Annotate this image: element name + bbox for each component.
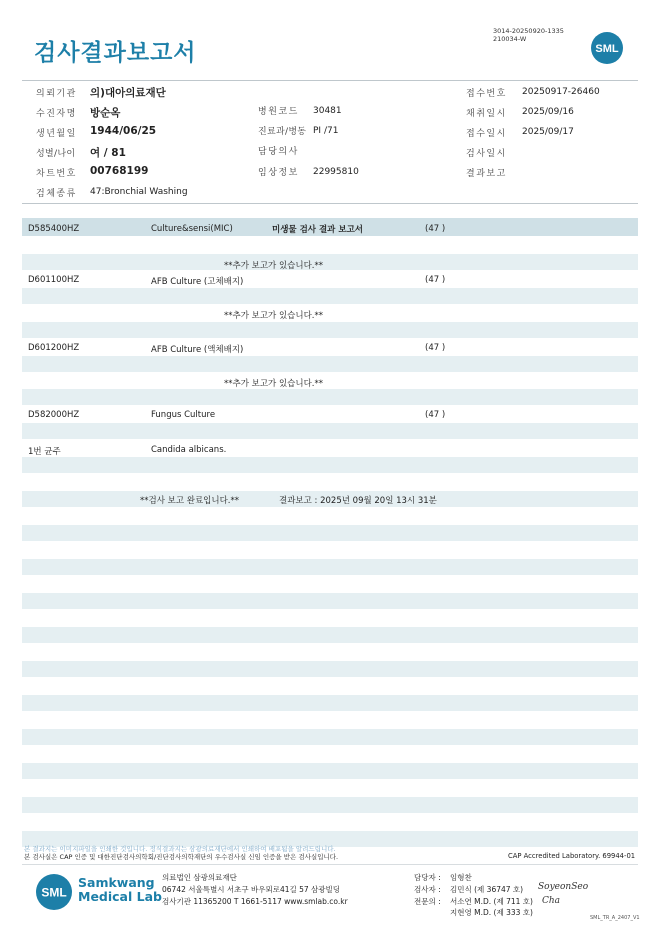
result-section-title: 미생물 검사 결과 보고서 (272, 225, 363, 235)
info-label-patient-name: 수진자명 (36, 109, 77, 119)
form-version: SML_TR_A_2407_V1 (590, 915, 640, 921)
sml-logo (590, 31, 624, 65)
result-specimen: (47 ) (425, 343, 446, 353)
result-band (22, 695, 638, 711)
info-value-patient-name: 방순옥 (90, 107, 121, 119)
info-value-clinical-info: 22995810 (313, 167, 359, 177)
signature-2: Cha (542, 896, 561, 906)
info-value-collection-date: 2025/09/16 (522, 107, 574, 117)
result-band (22, 322, 638, 338)
info-label-birthdate: 생년월일 (36, 129, 77, 139)
info-label-department: 진료과/병동 (258, 127, 307, 137)
info-label-chart-number: 차트번호 (36, 169, 77, 179)
report-complete-note: **검사 보고 완료입니다.** (140, 496, 240, 506)
result-band (22, 627, 638, 643)
result-band (22, 254, 638, 270)
info-label-doctor: 담당의사 (258, 147, 299, 157)
result-band (22, 288, 638, 304)
document-id: 3014-20250920-1335 210034-W (493, 27, 564, 43)
info-label-receipt-date: 접수일시 (466, 129, 507, 139)
result-band (22, 423, 638, 439)
cap-accreditation: CAP Accredited Laboratory. 69944-01 (508, 852, 636, 860)
staff-name: 임형찬 (450, 873, 472, 882)
staff-role: 담당자 : (414, 873, 441, 882)
result-band (22, 559, 638, 575)
info-label-specimen-type: 검체종류 (36, 189, 77, 199)
result-band (22, 389, 638, 405)
info-label-receipt-number: 접수번호 (466, 89, 507, 99)
result-note: **추가 보고가 있습니다.** (224, 261, 324, 271)
info-value-specimen-type: 47:Bronchial Washing (90, 187, 188, 197)
info-label-report-date: 결과보고 (466, 169, 507, 179)
result-band (22, 661, 638, 677)
result-test-name: Culture&sensi(MIC) (151, 224, 233, 234)
page-title: 검사결과보고서 (34, 40, 197, 66)
brand-name: Samkwang Medical Lab (78, 875, 162, 904)
footer-print-notice: 본 결과지는 이미지파일을 인쇄한 것입니다. 정식결과지는 삼광의료재단에서 인쇄하여 배포됨을 알려드립니다. (24, 845, 336, 853)
result-code: D601100HZ (28, 275, 80, 285)
result-code: D582000HZ (28, 410, 80, 420)
info-label-collection-date: 채취일시 (466, 109, 507, 119)
info-value-receipt-date: 2025/09/17 (522, 127, 574, 137)
isolate-label: 1번 균주 (28, 447, 61, 457)
result-band (22, 525, 638, 541)
report-timestamp: 결과보고 : 2025년 09월 20일 13시 31분 (279, 496, 437, 506)
result-test-name: Fungus Culture (151, 410, 216, 420)
result-note: **추가 보고가 있습니다.** (224, 379, 324, 389)
info-value-chart-number: 00768199 (90, 165, 149, 177)
result-note: **추가 보고가 있습니다.** (224, 311, 324, 321)
info-label-requester: 의뢰기관 (36, 89, 77, 99)
sml-logo-text: SML (595, 43, 619, 55)
result-specimen: (47 ) (425, 410, 446, 420)
info-value-department: PI /71 (313, 126, 339, 136)
org-name: 의료법인 삼광의료재단 (162, 873, 237, 882)
result-band (22, 457, 638, 473)
info-label-sex-age: 성별/나이 (36, 149, 76, 159)
info-value-sex-age: 여 / 81 (90, 147, 126, 159)
staff-role: 전문의 : (414, 897, 441, 906)
samkwang-logo-text: SML (41, 885, 67, 900)
footer-rule (22, 864, 638, 865)
org-contact: 검사기관 11365200 T 1661-5117 www.smlab.co.kr (162, 897, 348, 906)
staff-name: 지현영 M.D. (제 333 호) (450, 908, 533, 917)
info-label-hospital-code: 병원코드 (258, 107, 299, 117)
result-band (22, 797, 638, 813)
result-code: D601200HZ (28, 343, 80, 353)
info-value-birthdate: 1944/06/25 (90, 125, 157, 137)
result-band (22, 356, 638, 372)
result-test-name: AFB Culture (액체배지) (151, 345, 244, 355)
info-value-receipt-number: 20250917-26460 (522, 87, 600, 97)
staff-name: 서소연 M.D. (제 711 호) (450, 897, 533, 906)
result-code: D585400HZ (28, 224, 80, 234)
info-label-test-date: 검사일시 (466, 149, 507, 159)
result-band (22, 763, 638, 779)
result-band (22, 729, 638, 745)
info-label-clinical-info: 임상정보 (258, 168, 299, 178)
info-bottom-rule (22, 203, 638, 204)
isolate-organism: Candida albicans. (151, 445, 227, 455)
info-value-requester: 의)대아의료재단 (90, 87, 166, 99)
result-specimen: (47 ) (425, 224, 446, 234)
org-address: 06742 서울특별시 서초구 바우뫼로41길 57 삼광빌딩 (162, 885, 341, 894)
result-specimen: (47 ) (425, 275, 446, 285)
footer-certification: 본 검사실은 CAP 인증 및 대한진단검사의학회/진단검사의학재단의 우수검사실 신임 인증을 받은 검사실입니다. (24, 853, 339, 861)
info-value-hospital-code: 30481 (313, 106, 342, 116)
info-top-rule (22, 80, 638, 81)
staff-role: 검사자 : (414, 885, 441, 894)
result-test-name: AFB Culture (고체배지) (151, 277, 244, 287)
result-band (22, 593, 638, 609)
signature-1: SoyeonSeo (538, 882, 589, 892)
staff-name: 김민식 (제 36747 호) (450, 885, 524, 894)
samkwang-logo-icon (34, 872, 74, 912)
